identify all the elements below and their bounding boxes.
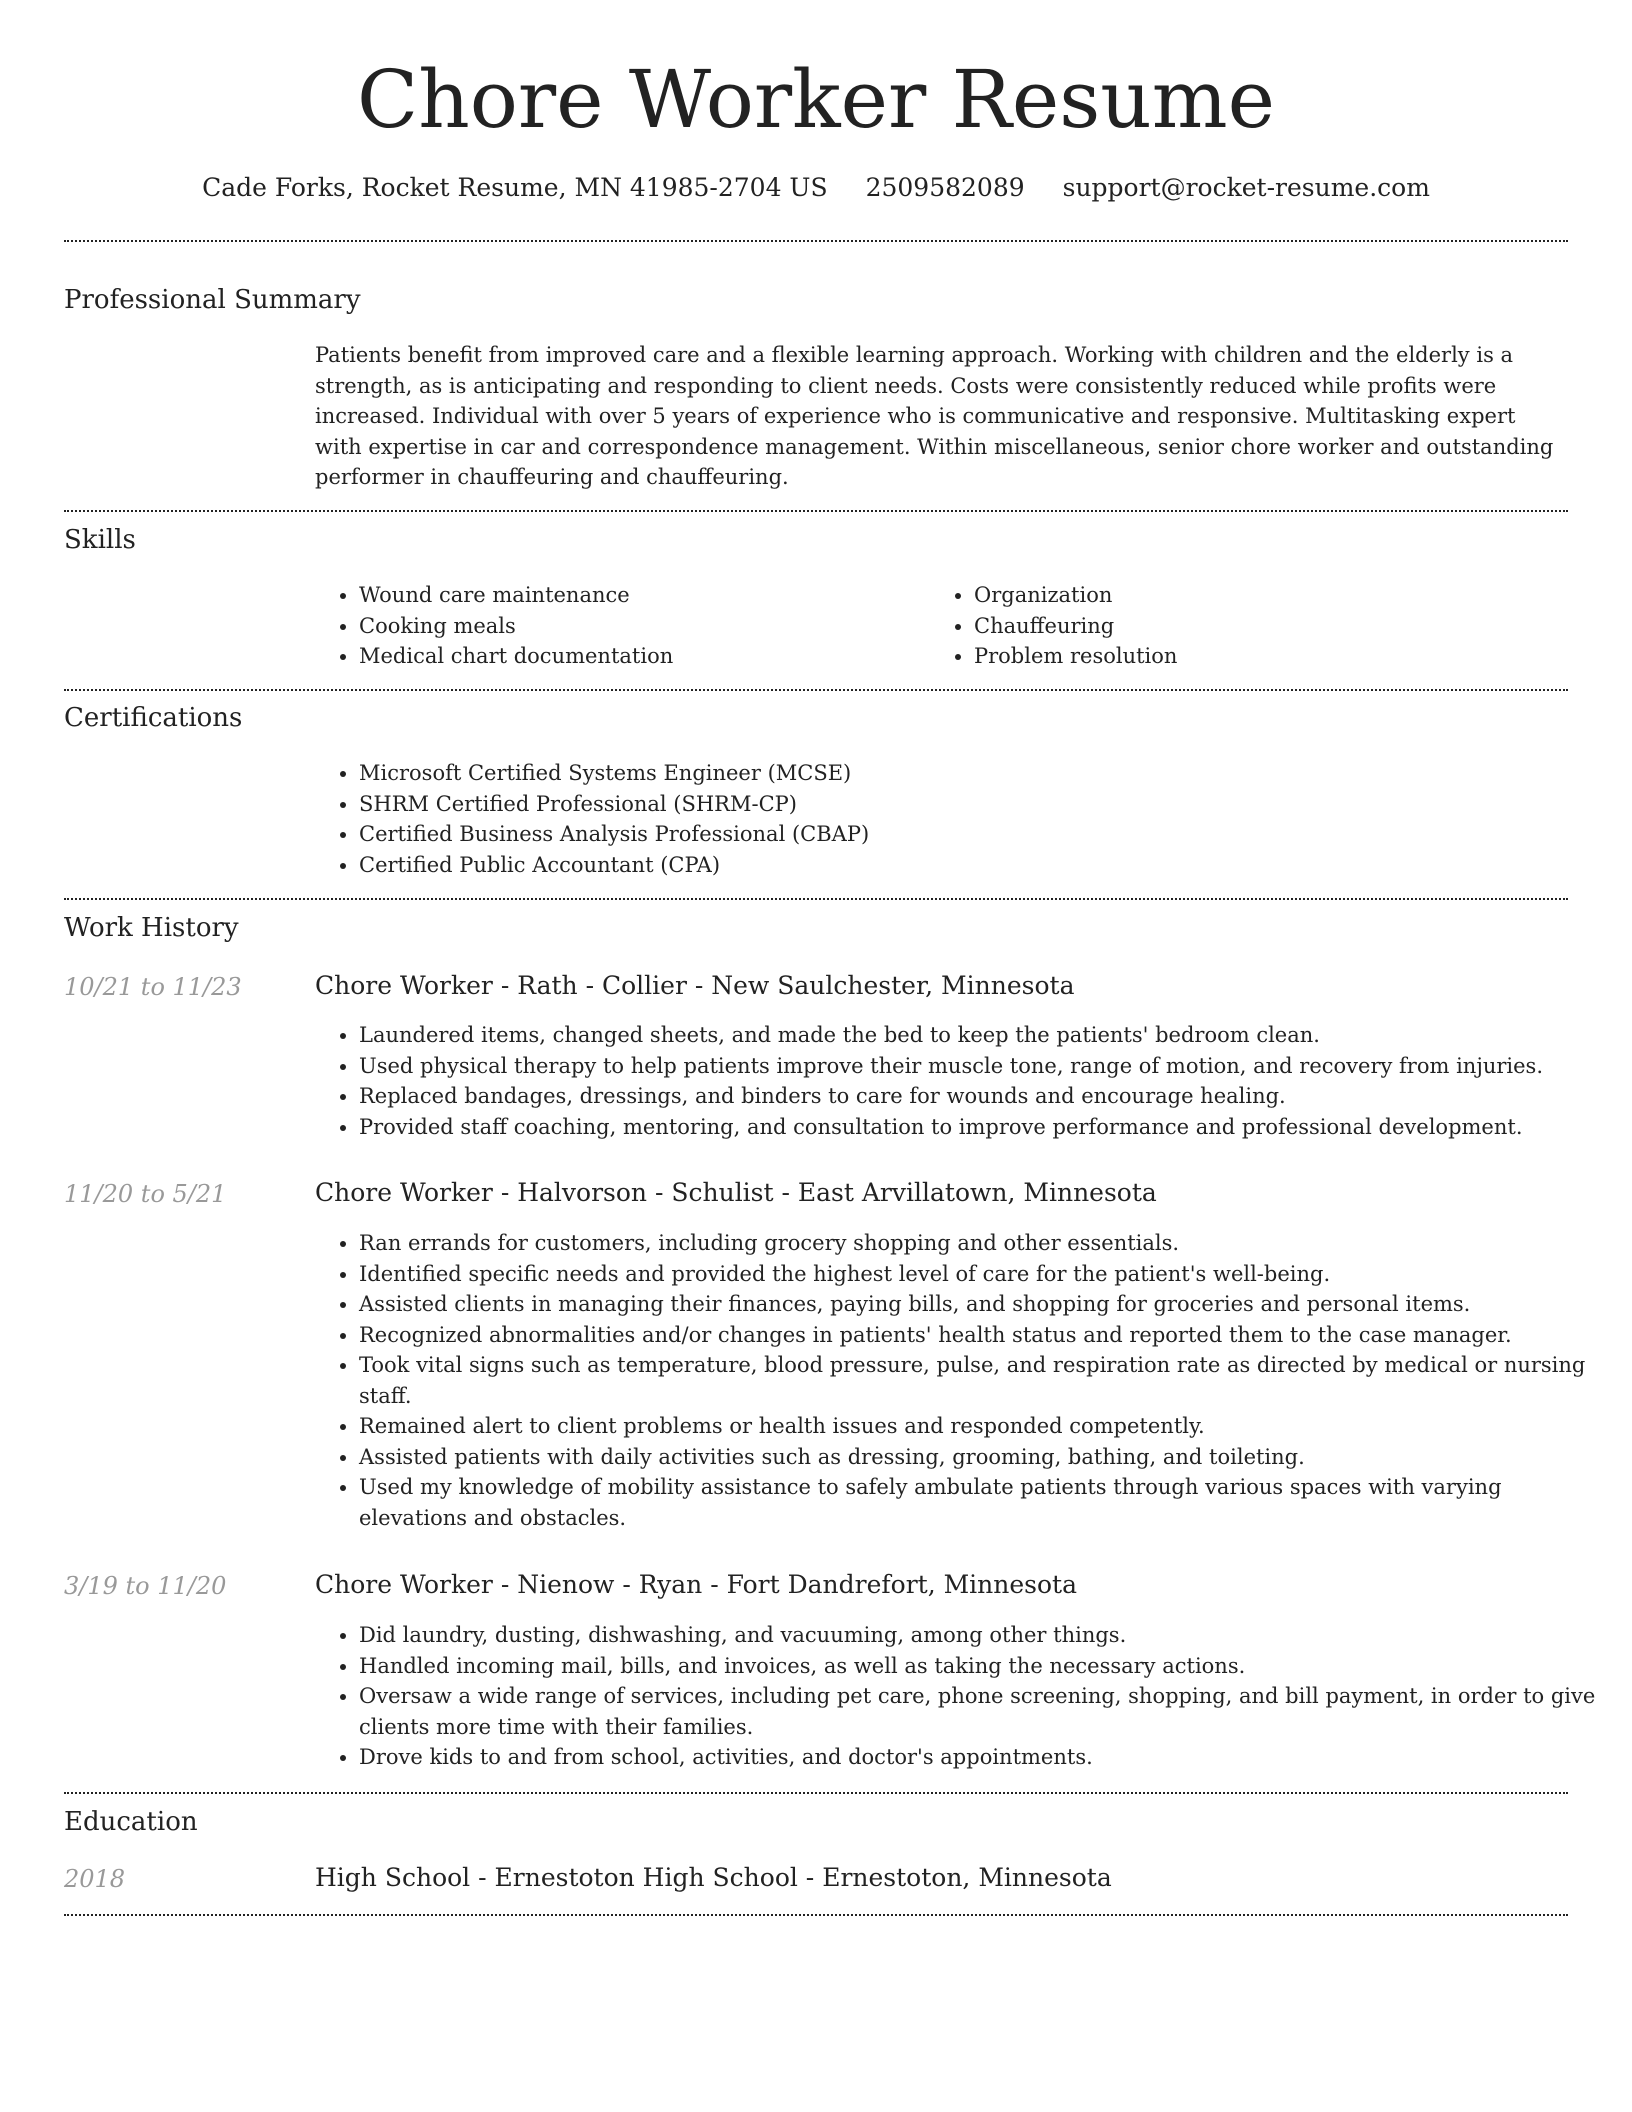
divider xyxy=(64,898,1568,900)
summary-heading: Professional Summary xyxy=(64,285,361,315)
skill-item: • Wound care maintenance xyxy=(359,580,919,611)
certification-item: • Certified Public Accountant (CPA) xyxy=(359,850,1559,881)
job-bullet: • Identified specific needs and provided the highest level of care for the patient's well-being. xyxy=(359,1259,1604,1290)
job-bullets xyxy=(315,1020,1604,1142)
summary-text: Patients benefit from improved care and a flexible learning approach. Working with children and the elderly is a strength, as is anticipating and responding to client needs. Costs were consistently reduced while profits were increased. Individual with over 5 years of experience who is communicative and responsive. Multitasking expert with expertise in car and correspondence management. Within miscellaneous, senior chore worker and outstanding performer in chauffeuring and chauffeuring. xyxy=(315,343,1554,489)
job-title: Chore Worker - Halvorson - Schulist - East Arvillatown, Minnesota xyxy=(315,1178,1157,1207)
certification-item: • SHRM Certified Professional (SHRM-CP) xyxy=(359,789,1559,820)
job-bullet: • Handled incoming mail, bills, and invoices, as well as taking the necessary actions. xyxy=(359,1651,1604,1682)
job-bullet: • Laundered items, changed sheets, and made the bed to keep the patients' bedroom clean. xyxy=(359,1020,1604,1051)
divider xyxy=(64,240,1568,242)
skill-item: • Organization xyxy=(974,580,1534,611)
job-dates: 10/21 to 11/23 xyxy=(64,973,242,1001)
certification-item: • Certified Business Analysis Professional (CBAP) xyxy=(359,819,1559,850)
skill-item: • Chauffeuring xyxy=(974,611,1534,642)
skill-item: • Medical chart documentation xyxy=(359,641,919,672)
divider xyxy=(64,1792,1568,1794)
skill-item: • Problem resolution xyxy=(974,641,1534,672)
job-bullets xyxy=(315,1228,1604,1533)
job-bullet: • Oversaw a wide range of services, including pet care, phone screening, shopping, and bill payment, in order to give clients more time with their families. xyxy=(359,1681,1604,1742)
job-bullet: • Recognized abnormalities and/or changes in patients' health status and reported them to the case manager. xyxy=(359,1320,1604,1351)
divider xyxy=(64,510,1568,512)
job-title: Chore Worker - Rath - Collier - New Saulchester, Minnesota xyxy=(315,971,1075,1000)
job-bullet: • Used my knowledge of mobility assistance to safely ambulate patients through various spaces with varying elevations and obstacles. xyxy=(359,1472,1604,1533)
education-year: 2018 xyxy=(64,1865,126,1893)
divider xyxy=(64,1914,1568,1916)
job-dates: 11/20 to 5/21 xyxy=(64,1180,227,1208)
job-bullet: • Assisted patients with daily activities such as dressing, grooming, bathing, and toileting. xyxy=(359,1442,1604,1473)
work-heading: Work History xyxy=(64,913,239,943)
job-bullet: • Ran errands for customers, including grocery shopping and other essentials. xyxy=(359,1228,1604,1259)
skills-list-left xyxy=(315,580,919,672)
certifications-list xyxy=(315,758,1559,880)
job-bullet: • Assisted clients in managing their finances, paying bills, and shopping for groceries and personal items. xyxy=(359,1289,1604,1320)
divider xyxy=(64,689,1568,691)
certification-item: • Microsoft Certified Systems Engineer (MCSE) xyxy=(359,758,1559,789)
job-bullet: • Drove kids to and from school, activities, and doctor's appointments. xyxy=(359,1742,1604,1773)
job-title: Chore Worker - Nienow - Ryan - Fort Dandrefort, Minnesota xyxy=(315,1570,1078,1599)
certifications-heading: Certifications xyxy=(64,703,243,733)
job-bullet: • Provided staff coaching, mentoring, and consultation to improve performance and professional development. xyxy=(359,1112,1604,1143)
skills-list-right xyxy=(930,580,1534,672)
education-heading: Education xyxy=(64,1807,198,1837)
job-dates: 3/19 to 11/20 xyxy=(64,1572,227,1600)
contact-line xyxy=(0,168,1632,208)
job-bullet: • Replaced bandages, dressings, and binders to care for wounds and encourage healing. xyxy=(359,1081,1604,1112)
job-bullet: • Did laundry, dusting, dishwashing, and vacuuming, among other things. xyxy=(359,1620,1604,1651)
job-bullet: • Took vital signs such as temperature, blood pressure, pulse, and respiration rate as directed by medical or nursing staff. xyxy=(359,1350,1604,1411)
education-entry: High School - Ernestoton High School - Ernestoton, Minnesota xyxy=(315,1863,1112,1892)
job-bullet: • Remained alert to client problems or health issues and responded competently. xyxy=(359,1411,1604,1442)
contact-phone: 2509582089 xyxy=(865,173,1025,202)
page-title: Chore Worker Resume xyxy=(357,53,1275,146)
skill-item: • Cooking meals xyxy=(359,611,919,642)
job-bullet: • Used physical therapy to help patients improve their muscle tone, range of motion, and recovery from injuries. xyxy=(359,1051,1604,1082)
contact-email: support@rocket-resume.com xyxy=(1062,173,1430,202)
job-bullets xyxy=(315,1620,1604,1773)
contact-address: Cade Forks, Rocket Resume, MN 41985-2704 US xyxy=(202,173,828,202)
skills-heading: Skills xyxy=(64,525,136,555)
